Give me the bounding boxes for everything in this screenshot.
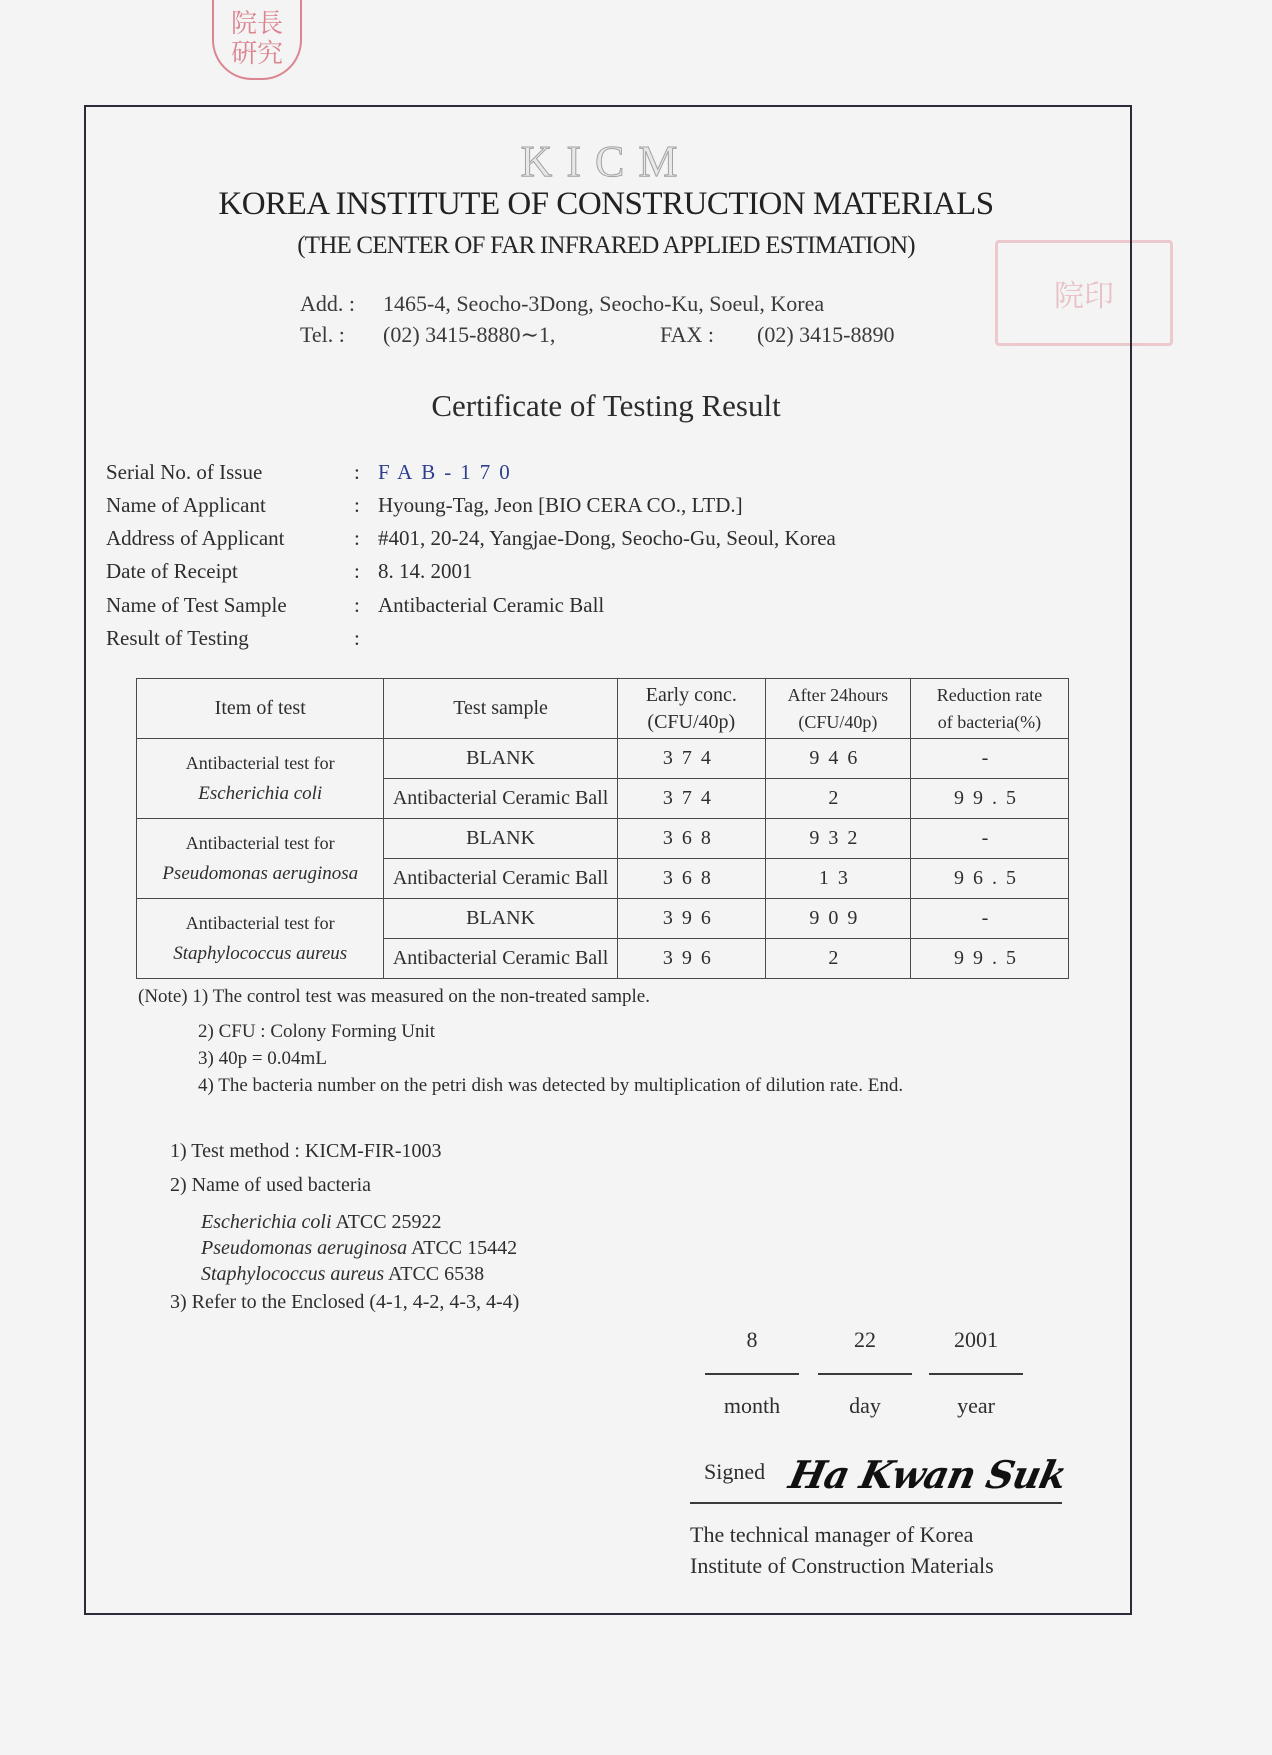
header-reduction-rate: Reduction rate of bacteria(%) — [910, 679, 1068, 739]
institute-subtitle: (THE CENTER OF FAR INFRARED APPLIED ESTIMATION) — [297, 232, 915, 259]
early-conc-cell: 396 — [617, 899, 765, 939]
handwritten-signature: Ha Kwan Suk — [785, 1452, 1071, 1497]
year-underline — [929, 1373, 1023, 1375]
field-label: Name of Applicant — [106, 493, 266, 517]
early-conc-cell: 374 — [617, 739, 765, 779]
header-test-sample: Test sample — [384, 679, 617, 739]
serial-number: FAB-170 — [378, 460, 519, 484]
kicm-logo: KICM — [520, 137, 692, 186]
after-24h-cell: 932 — [765, 819, 910, 859]
sample-cell: BLANK — [384, 899, 617, 939]
note-line: 3) 40p = 0.04mL — [198, 1048, 327, 1069]
field-label: Address of Applicant — [106, 526, 285, 550]
official-seal-stamp: 院印 — [995, 240, 1173, 346]
issue-day: 22 — [854, 1327, 876, 1352]
tel-label: Tel. : — [300, 322, 345, 347]
sample-cell: BLANK — [384, 739, 617, 779]
sample-cell: Antibacterial Ceramic Ball — [384, 779, 617, 819]
month-underline — [705, 1373, 799, 1375]
applicant-name: Hyoung-Tag, Jeon [BIO CERA CO., LTD.] — [378, 493, 743, 517]
certificate-title: Certificate of Testing Result — [431, 388, 781, 423]
issue-year: 2001 — [954, 1327, 998, 1352]
note-line: 2) CFU : Colony Forming Unit — [198, 1021, 435, 1042]
reduction-cell: - — [910, 739, 1068, 779]
fax-label: FAX : — [660, 322, 714, 347]
applicant-address: #401, 20-24, Yangjae-Dong, Seocho-Gu, Seoul, Korea — [378, 526, 836, 550]
sample-cell: BLANK — [384, 819, 617, 859]
reduction-cell: - — [910, 899, 1068, 939]
field-colon: : — [354, 626, 360, 650]
results-table — [136, 678, 1069, 979]
signed-label: Signed — [704, 1459, 766, 1484]
month-label: month — [723, 1393, 781, 1418]
enclosed-reference-line: 3) Refer to the Enclosed (4-1, 4-2, 4-3, 4-4) — [170, 1291, 520, 1313]
early-conc-cell: 368 — [617, 859, 765, 899]
reduction-cell: 96.5 — [910, 859, 1068, 899]
table-row — [137, 739, 1069, 779]
tel-number: (02) 3415-8880∼1, — [383, 322, 556, 347]
field-label: Date of Receipt — [106, 559, 238, 583]
reduction-cell: - — [910, 819, 1068, 859]
after-24h-cell: 13 — [765, 859, 910, 899]
institute-address: 1465-4, Seocho-3Dong, Seocho-Ku, Soeul, Korea — [383, 291, 825, 316]
signer-title-line: Institute of Construction Materials — [690, 1553, 994, 1578]
fax-number: (02) 3415-8890 — [757, 322, 895, 347]
header-after-24h: After 24hours (CFU/40p) — [765, 679, 910, 739]
after-24h-cell: 2 — [765, 779, 910, 819]
sample-cell: Antibacterial Ceramic Ball — [384, 859, 617, 899]
sample-cell: Antibacterial Ceramic Ball — [384, 939, 617, 979]
receipt-date: 8. 14. 2001 — [378, 559, 473, 583]
bacteria-entry: Escherichia coli ATCC 25922 — [201, 1211, 442, 1233]
field-label: Serial No. of Issue — [106, 460, 263, 484]
used-bacteria-heading: 2) Name of used bacteria — [170, 1174, 372, 1196]
item-of-test-cell: Antibacterial test for Staphylococcus aureus — [137, 899, 384, 979]
early-conc-cell: 374 — [617, 779, 765, 819]
note-line: (Note) 1) The control test was measured on the non-treated sample. — [138, 986, 650, 1007]
field-colon: : — [354, 460, 360, 484]
field-label: Result of Testing — [106, 626, 249, 650]
note-line: 4) The bacteria number on the petri dish was detected by multiplication of dilution rate. End. — [198, 1075, 904, 1096]
institute-seal-stamp: 院長 硏究 — [212, 0, 302, 80]
test-sample-name: Antibacterial Ceramic Ball — [378, 593, 605, 617]
day-label: day — [849, 1393, 881, 1418]
after-24h-cell: 2 — [765, 939, 910, 979]
year-label: year — [957, 1393, 995, 1418]
day-underline — [818, 1373, 912, 1375]
header-item-of-test: Item of test — [137, 679, 384, 739]
field-colon: : — [354, 526, 360, 550]
address-label: Add. : — [300, 291, 355, 316]
item-of-test-cell: Antibacterial test for Pseudomonas aeruginosa — [137, 819, 384, 899]
issue-month: 8 — [746, 1327, 758, 1352]
field-colon: : — [354, 493, 360, 517]
after-24h-cell: 946 — [765, 739, 910, 779]
reduction-cell: 99.5 — [910, 779, 1068, 819]
header-early-conc: Early conc. (CFU/40p) — [617, 679, 765, 739]
early-conc-cell: 396 — [617, 939, 765, 979]
bacteria-entry: Staphylococcus aureus ATCC 6538 — [201, 1263, 485, 1285]
test-method-line: 1) Test method : KICM-FIR-1003 — [170, 1140, 442, 1162]
table-row — [137, 899, 1069, 939]
bacteria-entry: Pseudomonas aeruginosa ATCC 15442 — [201, 1237, 518, 1259]
signature-line — [690, 1502, 1062, 1504]
field-label: Name of Test Sample — [106, 593, 287, 617]
early-conc-cell: 368 — [617, 819, 765, 859]
item-of-test-cell: Antibacterial test for Escherichia coli — [137, 739, 384, 819]
after-24h-cell: 909 — [765, 899, 910, 939]
institute-name: KOREA INSTITUTE OF CONSTRUCTION MATERIALS — [218, 186, 994, 222]
table-header-row — [137, 679, 1069, 739]
table-row — [137, 819, 1069, 859]
reduction-cell: 99.5 — [910, 939, 1068, 979]
signer-title-line: The technical manager of Korea — [690, 1522, 974, 1547]
field-colon: : — [354, 559, 360, 583]
field-colon: : — [354, 593, 360, 617]
